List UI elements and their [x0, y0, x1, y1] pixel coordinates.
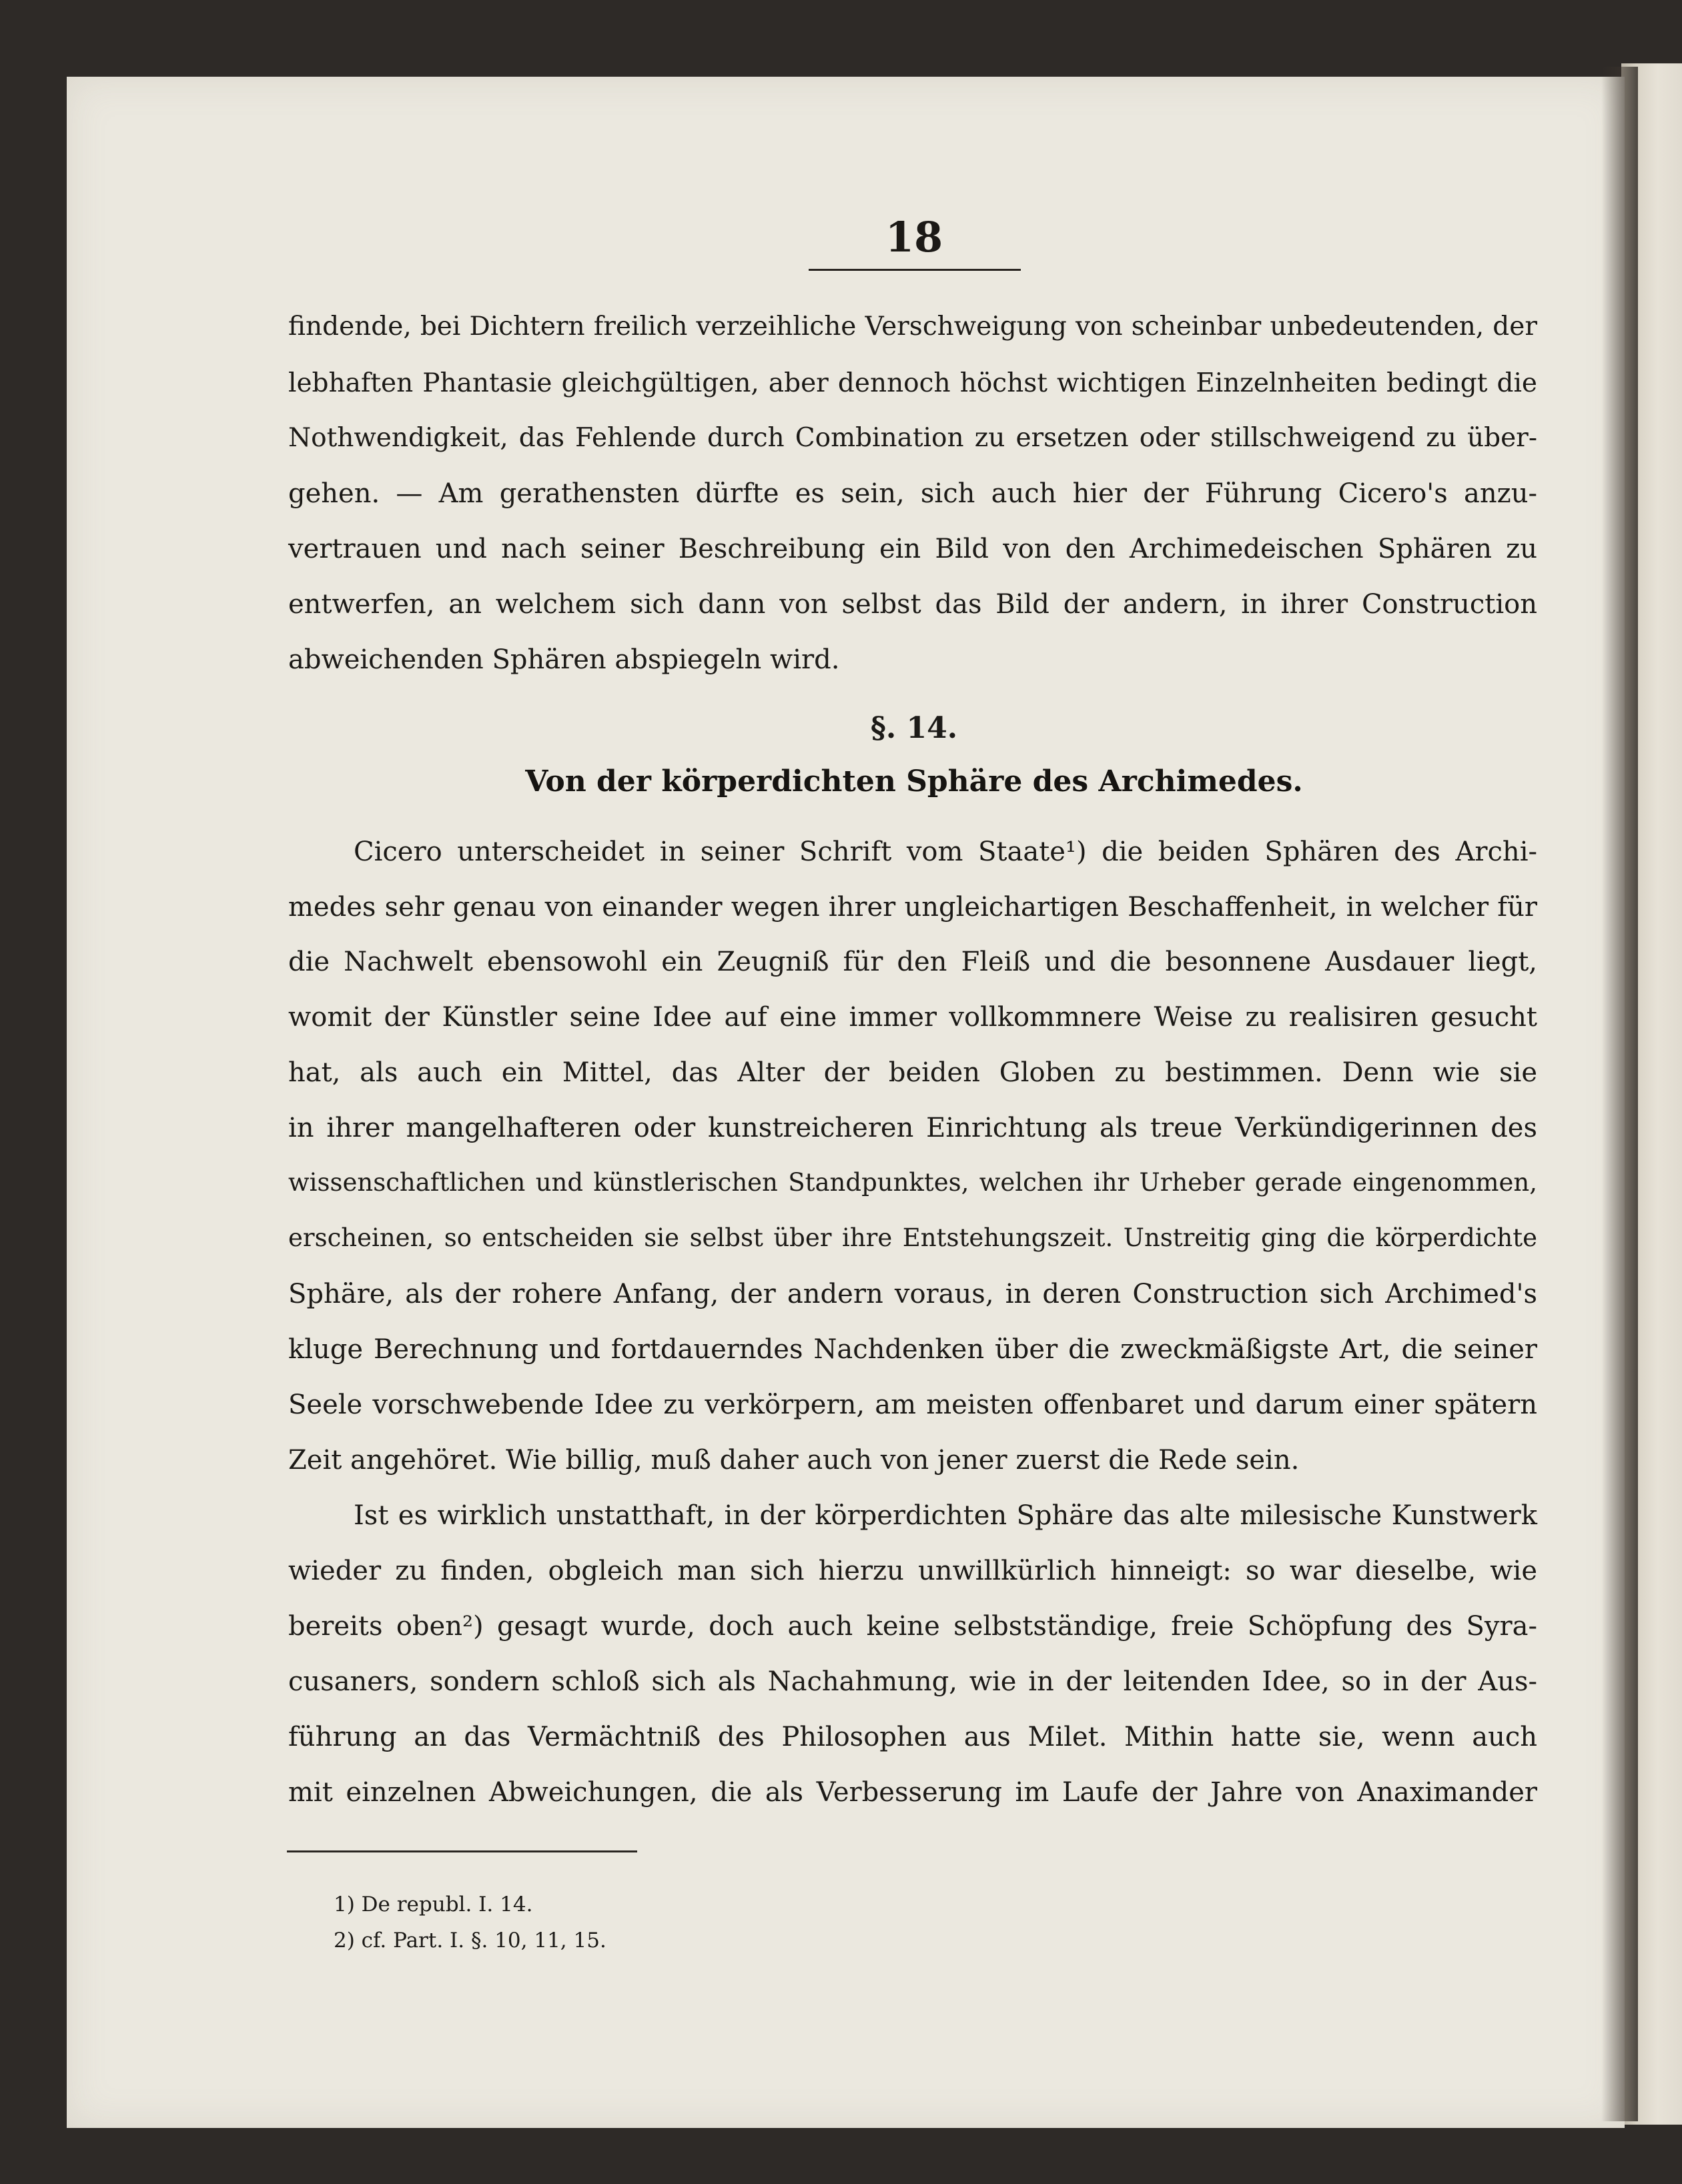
text-line: Cicero unterscheidet in seiner Schrift vom Staate¹) die beiden Sphären des Archi- — [354, 837, 1537, 867]
footnote: 1) De republ. I. 14. — [334, 1892, 533, 1917]
text-line: cusaners, sondern schloß sich als Nachahmung, wie in der leitenden Idee, so in der Aus- — [288, 1666, 1537, 1697]
text-line: gehen. — Am gerathensten dürfte es sein, sich auch hier der Führung Cicero's anzu- — [288, 478, 1537, 509]
text-line: kluge Berechnung und fortdauerndes Nachdenken über die zweckmäßigste Art, die seiner — [288, 1334, 1537, 1365]
section-number: §. 14. — [870, 711, 958, 745]
text-line: hat, als auch ein Mittel, das Alter der beiden Globen zu bestimmen. Denn wie sie — [288, 1057, 1537, 1088]
text-line: bereits oben²) gesagt wurde, doch auch keine selbstständige, freie Schöpfung des Syra- — [288, 1611, 1537, 1642]
text-line: Ist es wirklich unstatthaft, in der körperdichten Sphäre das alte milesische Kunstwerk — [354, 1500, 1537, 1531]
text-line: Seele vorschwebende Idee zu verkörpern, am meisten offenbaret und darum einer spätern — [288, 1390, 1537, 1420]
page-number-rule — [809, 269, 1021, 271]
text-line: Nothwendigkeit, das Fehlende durch Combination zu ersetzen oder stillschweigend zu über- — [288, 423, 1537, 453]
section-title: Von der körperdichten Sphäre des Archimedes. — [525, 764, 1303, 798]
text-line: die Nachwelt ebensowohl ein Zeugniß für den Fleiß und die besonnene Ausdauer liegt, — [288, 947, 1537, 977]
text-line: entwerfen, an welchem sich dann von selbst das Bild der andern, in ihrer Construction — [288, 589, 1537, 620]
page-number: 18 — [885, 213, 943, 261]
text-line: abweichenden Sphären abspiegeln wird. — [288, 644, 840, 675]
text-line: medes sehr genau von einander wegen ihrer ungleichartigen Beschaffenheit, in welcher für — [288, 892, 1537, 923]
text-line: Sphäre, als der rohere Anfang, der andern voraus, in deren Construction sich Archimed's — [288, 1279, 1537, 1309]
text-line: womit der Künstler seine Idee auf eine immer vollkommnere Weise zu realisiren gesucht — [288, 1002, 1537, 1033]
footnote: 2) cf. Part. I. §. 10, 11, 15. — [334, 1929, 606, 1953]
text-line: wissenschaftlichen und künstlerischen Standpunktes, welchen ihr Urheber gerade eingenommen, — [288, 1168, 1537, 1197]
text-line: erscheinen, so entscheiden sie selbst über ihre Entstehungszeit. Unstreitig ging die körperdichte — [288, 1223, 1537, 1252]
text-line: vertrauen und nach seiner Beschreibung ein Bild von den Archimedeischen Sphären zu — [288, 534, 1537, 564]
text-line: führung an das Vermächtniß des Philosophen aus Milet. Mithin hatte sie, wenn auch — [288, 1722, 1537, 1752]
text-line: in ihrer mangelhafteren oder kunstreicheren Einrichtung als treue Verkündigerinnen des — [288, 1113, 1537, 1143]
text-line: wieder zu finden, obgleich man sich hierzu unwillkürlich hinneigt: so war dieselbe, wie — [288, 1556, 1537, 1586]
text-line: Zeit angehöret. Wie billig, muß daher auch von jener zuerst die Rede sein. — [288, 1445, 1300, 1476]
text-line: findende, bei Dichtern freilich verzeihliche Verschweigung von scheinbar unbedeutenden, der — [288, 312, 1537, 342]
text-line: lebhaften Phantasie gleichgültigen, aber dennoch höchst wichtigen Einzelnheiten bedingt die — [288, 368, 1537, 398]
gutter-shadow — [1601, 67, 1638, 2121]
text-line: mit einzelnen Abweichungen, die als Verbesserung im Laufe der Jahre von Anaximander — [288, 1777, 1537, 1808]
footnote-rule — [287, 1850, 637, 1852]
